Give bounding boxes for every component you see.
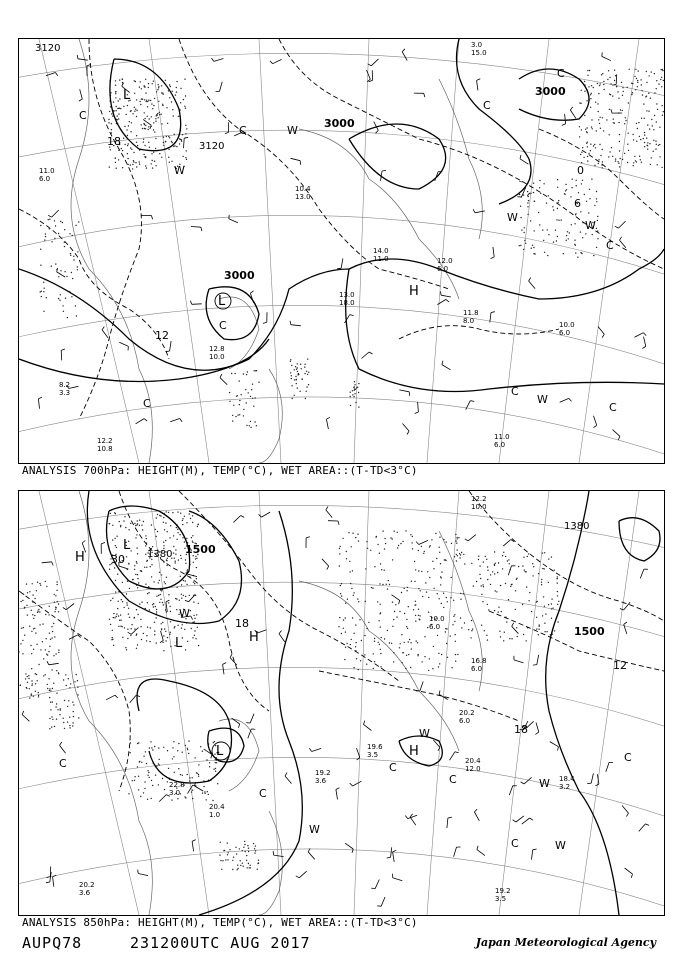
warm-mark: W: [419, 727, 430, 740]
svg-text:3.2: 3.2: [559, 783, 571, 791]
svg-text:13.0: 13.0: [295, 193, 311, 201]
svg-text:6.0: 6.0: [471, 665, 483, 673]
height-label: 3000: [324, 117, 355, 130]
warm-mark: W: [309, 823, 320, 836]
svg-text:12.8: 12.8: [209, 345, 225, 353]
cold-mark: C: [511, 837, 519, 850]
warm-mark: W: [555, 839, 566, 852]
svg-text:6.0: 6.0: [459, 717, 471, 725]
svg-text:3.0: 3.0: [471, 41, 483, 49]
cold-mark: C: [219, 319, 227, 332]
panel-caption-850hpa: ANALYSIS 850hPa: HEIGHT(M), TEMP(°C), WET AREA::(T-TD<3°C): [22, 916, 418, 929]
height-label: 1380: [147, 549, 173, 560]
svg-text:12.2: 12.2: [97, 437, 113, 445]
map-panel-700hpa: [18, 38, 665, 464]
isotherm-label: 30: [111, 553, 125, 566]
svg-text:20.4: 20.4: [209, 803, 225, 811]
isotherm-label: 12: [155, 329, 169, 342]
map-850hpa-svg: [19, 491, 664, 915]
svg-text:10.0: 10.0: [471, 503, 487, 511]
wet-area-stipple: [19, 511, 560, 870]
pressure-center-low: L: [123, 88, 131, 103]
svg-text:8.2: 8.2: [59, 381, 71, 389]
svg-text:11.0: 11.0: [373, 255, 389, 263]
pressure-center-low: L: [218, 294, 226, 309]
height-label: 3120: [35, 43, 61, 54]
pressure-center-high: H: [409, 284, 419, 299]
pressure-center-high: H: [409, 744, 419, 759]
isotherm-label: 12: [613, 659, 627, 672]
svg-text:6.0: 6.0: [429, 623, 441, 631]
svg-text:20.2: 20.2: [79, 881, 95, 889]
svg-text:19.2: 19.2: [315, 769, 331, 777]
isotherms: [19, 39, 664, 419]
svg-text:3.0: 3.0: [169, 789, 181, 797]
coastlines: [71, 39, 482, 463]
warm-mark: W: [537, 393, 548, 406]
svg-text:3.5: 3.5: [367, 751, 379, 759]
svg-text:11.0: 11.0: [494, 433, 510, 441]
svg-text:22.8: 22.8: [169, 781, 185, 789]
cold-mark: C: [449, 773, 457, 786]
cold-mark: C: [143, 397, 151, 410]
cold-mark: C: [259, 787, 267, 800]
cold-mark: C: [79, 109, 87, 122]
isotherms: [19, 491, 664, 791]
svg-text:18.0: 18.0: [339, 299, 355, 307]
coastlines: [71, 491, 482, 915]
pressure-center-high: H: [249, 630, 259, 645]
svg-text:18.4: 18.4: [559, 775, 575, 783]
svg-text:8.0: 8.0: [463, 317, 475, 325]
svg-text:3.5: 3.5: [495, 895, 507, 903]
warm-mark: W: [585, 219, 596, 232]
svg-text:10.8: 10.8: [97, 445, 113, 453]
cold-mark: C: [239, 124, 247, 137]
svg-text:19.2: 19.2: [495, 887, 511, 895]
svg-text:12.0: 12.0: [465, 765, 481, 773]
svg-text:10.0: 10.0: [429, 615, 445, 623]
svg-text:6.0: 6.0: [39, 175, 51, 183]
height-label: 3000: [535, 85, 566, 98]
svg-text:6.0: 6.0: [559, 329, 571, 337]
warm-mark: W: [174, 164, 185, 177]
svg-text:16.8: 16.8: [471, 657, 487, 665]
height-contours: [87, 491, 660, 915]
isotherm-label: 18: [107, 135, 121, 148]
pressure-center-high: H: [75, 550, 85, 565]
cold-mark: C: [609, 401, 617, 414]
isotherm-label: 18: [235, 617, 249, 630]
svg-text:13.0: 13.0: [339, 291, 355, 299]
agency-name: Japan Meteorological Agency: [475, 936, 656, 949]
svg-text:10.0: 10.0: [209, 353, 225, 361]
isotherm-label: 18: [514, 723, 528, 736]
svg-text:10.0: 10.0: [559, 321, 575, 329]
pressure-center-low: L: [175, 636, 183, 651]
warm-mark: W: [287, 124, 298, 137]
cold-mark: C: [557, 67, 565, 80]
svg-text:19.6: 19.6: [367, 743, 383, 751]
isotherm-label: 0: [577, 164, 584, 177]
cold-mark: C: [389, 761, 397, 774]
map-700hpa-svg: [19, 39, 664, 463]
warm-mark: W: [539, 777, 550, 790]
warm-mark: W: [507, 211, 518, 224]
svg-text:1.0: 1.0: [209, 811, 221, 819]
cold-mark: C: [511, 385, 519, 398]
cold-mark: C: [59, 757, 67, 770]
chart-code: AUPQ78: [22, 934, 83, 952]
svg-text:6.0: 6.0: [437, 265, 449, 273]
warm-mark: W: [179, 607, 190, 620]
svg-text:3.3: 3.3: [59, 389, 71, 397]
cold-mark: C: [624, 751, 632, 764]
svg-text:20.2: 20.2: [459, 709, 475, 717]
map-panel-850hpa: [18, 490, 665, 916]
svg-text:11.0: 11.0: [39, 167, 55, 175]
height-label: 3120: [199, 141, 225, 152]
cold-mark: C: [606, 239, 614, 252]
svg-text:3.6: 3.6: [315, 777, 327, 785]
svg-text:10.4: 10.4: [295, 185, 311, 193]
svg-text:20.4: 20.4: [465, 757, 481, 765]
svg-text:11.8: 11.8: [463, 309, 479, 317]
analysis-time: 231200UTC AUG 2017: [130, 934, 311, 952]
svg-text:12.0: 12.0: [437, 257, 453, 265]
height-label: 1500: [185, 543, 216, 556]
cold-mark: C: [483, 99, 491, 112]
pressure-center-low: L: [216, 744, 224, 759]
isotherm-label: 6: [574, 197, 581, 210]
svg-text:12.2: 12.2: [471, 495, 487, 503]
height-label: 1500: [574, 625, 605, 638]
panel-caption-700hpa: ANALYSIS 700hPa: HEIGHT(M), TEMP(°C), WET AREA::(T-TD<3°C): [22, 464, 418, 477]
height-label: 3000: [224, 269, 255, 282]
svg-text:3.6: 3.6: [79, 889, 91, 897]
height-label: 1380: [564, 521, 590, 532]
pressure-center-low: L: [123, 538, 131, 553]
svg-text:15.0: 15.0: [471, 49, 487, 57]
svg-text:14.0: 14.0: [373, 247, 389, 255]
svg-text:6.0: 6.0: [494, 441, 506, 449]
